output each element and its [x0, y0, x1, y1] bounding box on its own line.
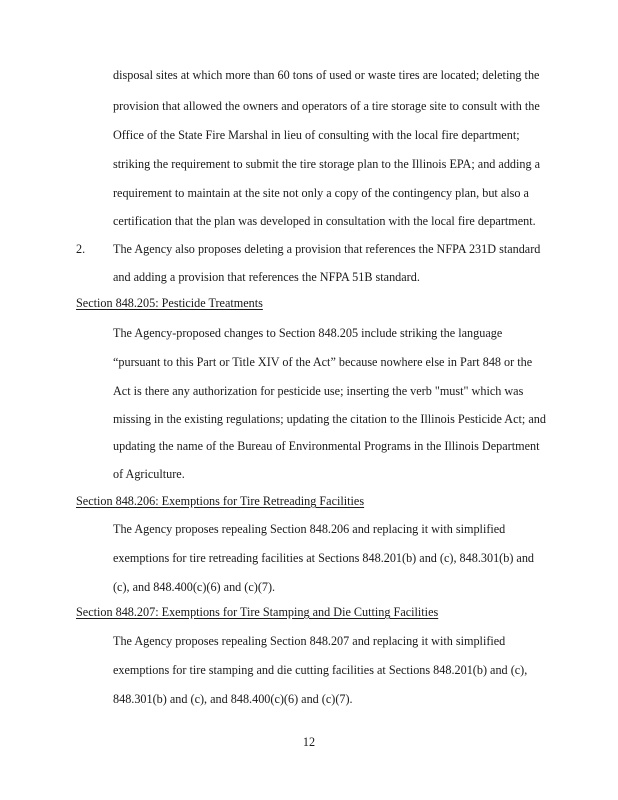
- body-text-line: certification that the plan was developed in consultation with the local fire department.: [113, 214, 536, 228]
- section-heading: Section 848.207: Exemptions for Tire Stamping and Die Cutting Facilities: [76, 605, 439, 619]
- body-text-line: updating the name of the Bureau of Environmental Programs in the Illinois Department: [113, 439, 540, 453]
- section-heading: Section 848.205: Pesticide Treatments: [76, 296, 263, 310]
- list-item-number: 2.: [76, 242, 86, 256]
- body-text-line: “pursuant to this Part or Title XIV of the Act” because nowhere else in Part 848 or the: [113, 355, 533, 369]
- body-text-line: and adding a provision that references the NFPA 51B standard.: [113, 270, 420, 284]
- body-text-line: of Agriculture.: [113, 467, 185, 481]
- body-text-line: exemptions for tire retreading facilities at Sections 848.201(b) and (c), 848.301(b) and: [113, 551, 535, 565]
- body-text-line: provision that allowed the owners and operators of a tire storage site to consult with the: [113, 99, 540, 113]
- body-text-line: 848.301(b) and (c), and 848.400(c)(6) and (c)(7).: [113, 692, 353, 706]
- body-text-line: The Agency proposes repealing Section 848.206 and replacing it with simplified: [113, 522, 506, 536]
- body-text-line: The Agency also proposes deleting a provision that references the NFPA 231D standard: [113, 242, 541, 256]
- body-text-line: missing in the existing regulations; updating the citation to the Illinois Pesticide Act; and: [113, 412, 546, 426]
- page-number: 12: [302, 735, 316, 749]
- body-text-line: striking the requirement to submit the tire storage plan to the Illinois EPA; and adding a: [113, 157, 541, 171]
- body-text-line: requirement to maintain at the site not only a copy of the contingency plan, but also a: [113, 186, 529, 200]
- body-text-line: The Agency-proposed changes to Section 848.205 include striking the language: [113, 326, 503, 340]
- body-text-line: Act is there any authorization for pesticide use; inserting the verb "must" which was: [113, 384, 524, 398]
- body-text-line: (c), and 848.400(c)(6) and (c)(7).: [113, 580, 276, 594]
- body-text-line: Office of the State Fire Marshal in lieu of consulting with the local fire department;: [113, 128, 520, 142]
- section-heading: Section 848.206: Exemptions for Tire Retreading Facilities: [76, 494, 365, 508]
- body-text-line: disposal sites at which more than 60 tons of used or waste tires are located; deleting the: [113, 68, 540, 82]
- body-text-line: The Agency proposes repealing Section 848.207 and replacing it with simplified: [113, 634, 506, 648]
- body-text-line: exemptions for tire stamping and die cutting facilities at Sections 848.201(b) and (c),: [113, 663, 528, 677]
